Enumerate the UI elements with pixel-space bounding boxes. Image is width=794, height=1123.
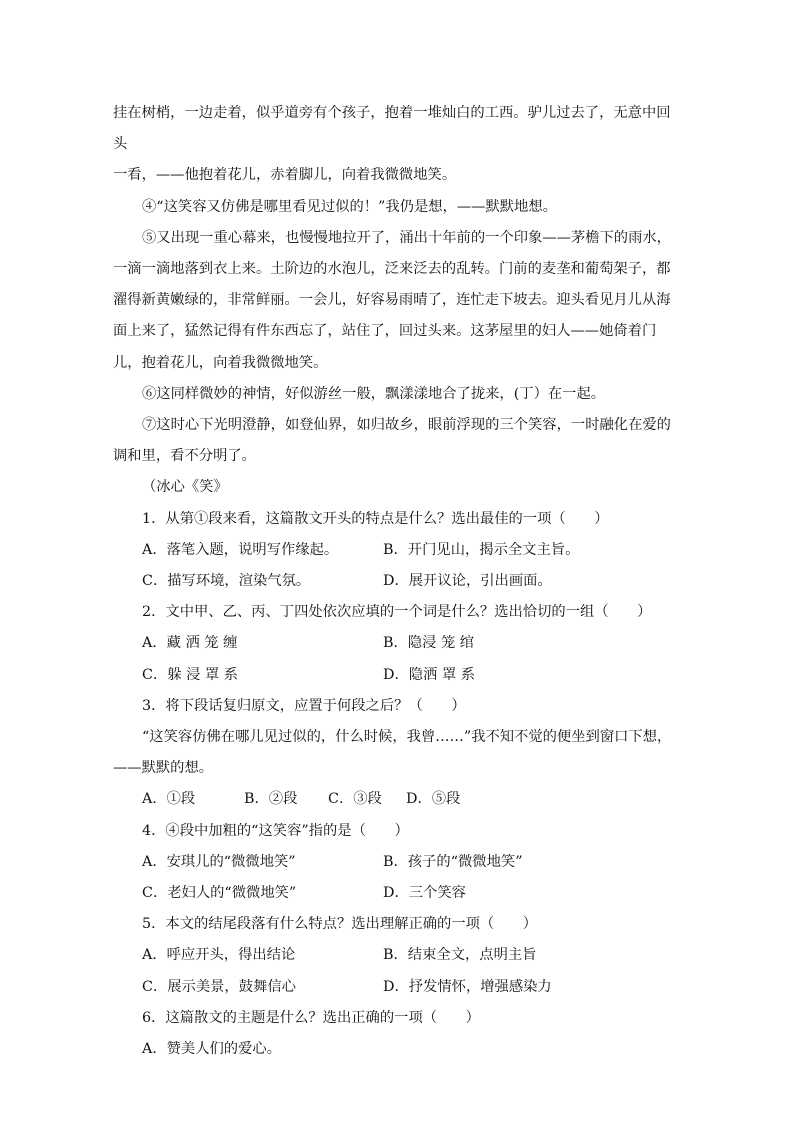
- question-3-quote: “这笑容仿佛在哪儿见过似的，什么时候，我曾……”我不知不觉的便坐到窗口下想，——默默的想。: [113, 729, 672, 777]
- question-4-option-a: A．安琪儿的“微微地笑”: [142, 853, 296, 870]
- question-1-option-a: A．落笔入题，说明写作缘起。: [142, 541, 339, 558]
- question-1-option-d: D．展开议论，引出画面。: [383, 573, 552, 590]
- question-6-options-row1: [113, 1034, 683, 1065]
- question-3-option-d: D．⑤段: [406, 791, 461, 808]
- question-5-options-row2: [113, 972, 683, 1003]
- passage-source: （冰心《笑》: [142, 479, 228, 496]
- passage-p3-line1: 挂在树梢，一边走着，似乎道旁有个孩子，抱着一堆灿白的工西。驴儿过去了，无意中回头: [113, 105, 671, 153]
- passage-p5: ⑤又出现一重心幕来，也慢慢地拉开了，涌出十年前的一个印象——茅檐下的雨水，一滴一滴地落到衣上来。土阶边的水泡儿，泛来泛去的乱转。门前的麦垄和葡萄架子，都濯得新黄嫩绿的，非常鲜丽。一会儿，好容易雨晴了，连忙走下坡去。迎头看见月儿从海面上来了，猛然记得有件东西忘了，站住了，回过头来。这茅屋里的妇人——她倚着门儿，抱着花儿，向着我微微地笑。: [113, 229, 671, 371]
- passage-p4: ④“这笑容又仿佛是哪里看见过似的！”我仍是想，——默默地想。: [142, 198, 557, 215]
- question-5-option-c: C．展示美景，鼓舞信心: [142, 978, 296, 995]
- question-4-options-row2: [113, 878, 683, 909]
- question-2-options-row1: [113, 628, 683, 659]
- question-4-stem: 4．④段中加粗的“这笑容”指的是（ ）: [142, 822, 409, 839]
- question-4-option-c: C．老妇人的“微微地笑”: [142, 884, 297, 901]
- question-3-options: [113, 784, 683, 815]
- question-2-option-a: A．藏 洒 笼 缠: [142, 635, 238, 652]
- question-5-option-b: B．结束全文，点明主旨: [383, 947, 537, 964]
- document-page: [113, 98, 683, 1065]
- question-6-stem: 6．这篇散文的主题是什么？选出正确的一项（ ）: [142, 1009, 480, 1026]
- question-5-stem: 5．本文的结尾段落有什么特点？选出理解正确的一项（ ）: [142, 916, 538, 933]
- question-3-option-a: A．①段: [142, 791, 196, 808]
- passage-p3-line2: 一看，——他抱着花儿，赤着脚儿，向着我微微地笑。: [113, 167, 457, 184]
- question-4-option-d: D．三个笑容: [383, 884, 466, 901]
- question-2-option-b: B．隐浸 笼 绾: [383, 635, 475, 652]
- passage-p7: ⑦这时心下光明澄静，如登仙界，如归故乡，眼前浮现的三个笑容，一时融化在爱的调和里，看不分明了。: [113, 417, 671, 465]
- question-6-option-a: A．赞美人们的爱心。: [142, 1040, 281, 1057]
- question-2-option-d: D．隐洒 罩 系: [383, 666, 476, 683]
- question-2-stem: 2．文中甲、乙、丙、丁四处依次应填的一个词是什么？选出恰切的一组（ ）: [142, 604, 652, 621]
- question-1-options-row2: [113, 566, 683, 597]
- question-1-option-b: B．开门见山，揭示全文主旨。: [383, 541, 580, 558]
- question-1-option-c: C．描写环境，渲染气氛。: [142, 573, 311, 590]
- question-4-option-b: B．孩子的“微微地笑”: [383, 853, 523, 870]
- question-2-options-row2: [113, 660, 683, 691]
- question-5-option-a: A．呼应开头，得出结论: [142, 947, 296, 964]
- question-3-stem: 3．将下段话复归原文，应置于何段之后？（ ）: [142, 697, 466, 714]
- question-3-option-c: C．③段: [328, 791, 382, 808]
- question-4-options-row1: [113, 847, 683, 878]
- question-1-options-row1: [113, 535, 683, 566]
- question-2-option-c: C．躲 浸 罩 系: [142, 666, 239, 683]
- question-5-options-row1: [113, 940, 683, 971]
- passage-p6: ⑥这同样微妙的神情，好似游丝一般，飘漾漾地合了拢来，(丁）在一起。: [142, 385, 606, 402]
- question-1-stem: 1．从第①段来看，这篇散文开头的特点是什么？选出最佳的一项（ ）: [142, 510, 609, 527]
- question-5-option-d: D．抒发情怀，增强感染力: [383, 978, 552, 995]
- question-3-option-b: B．②段: [244, 791, 298, 808]
